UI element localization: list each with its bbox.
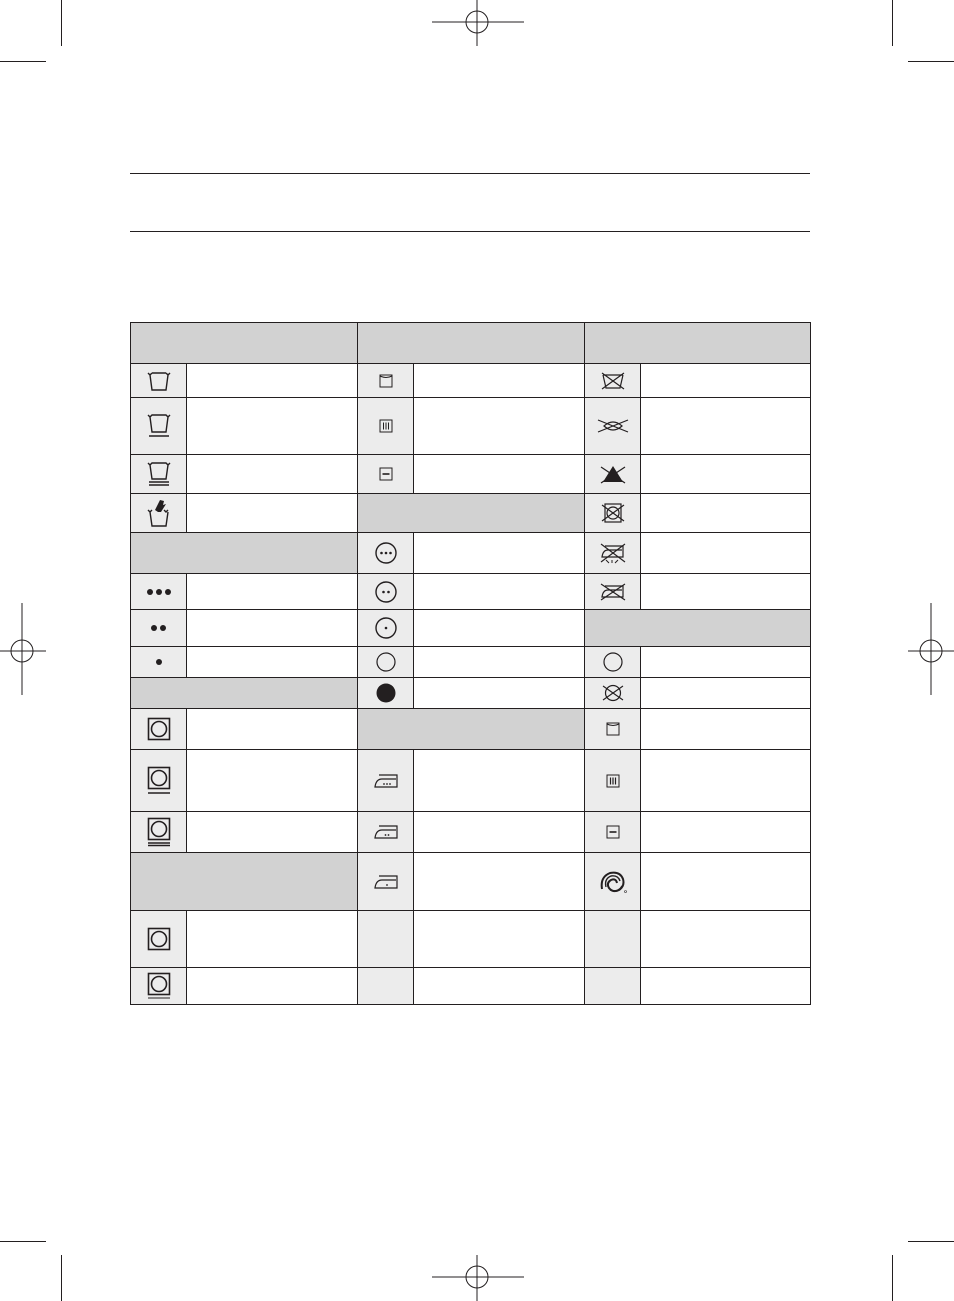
table-cell bbox=[187, 364, 358, 398]
table-cell bbox=[414, 455, 585, 494]
table-cell bbox=[641, 750, 811, 812]
wash-tub-double-bar-icon bbox=[131, 455, 187, 494]
do-not-tumble-dry-icon bbox=[585, 494, 641, 533]
dry-clean-one-dot-icon bbox=[358, 610, 414, 647]
empty-icon-cell bbox=[585, 968, 641, 1005]
crop-mark-top-left-h bbox=[0, 61, 46, 62]
table-row bbox=[131, 574, 811, 610]
table-cell bbox=[414, 574, 585, 610]
table-cell bbox=[641, 364, 811, 398]
table-cell bbox=[414, 610, 585, 647]
table-cell bbox=[187, 750, 358, 812]
table-cell bbox=[414, 533, 585, 574]
table-cell bbox=[414, 364, 585, 398]
section-header bbox=[358, 709, 585, 750]
table-row bbox=[131, 750, 811, 812]
table-cell bbox=[641, 455, 811, 494]
care-symbols-table bbox=[130, 322, 811, 1005]
table-cell bbox=[641, 853, 811, 911]
table-row bbox=[131, 398, 811, 455]
table-cell bbox=[641, 911, 811, 968]
table-cell bbox=[187, 455, 358, 494]
table-row bbox=[131, 647, 811, 678]
table-cell bbox=[414, 398, 585, 455]
crop-mark-bottom-left-v bbox=[61, 1255, 62, 1301]
two-dots-icon bbox=[131, 610, 187, 647]
table-cell bbox=[641, 968, 811, 1005]
line-dry-square-icon bbox=[131, 911, 187, 968]
table-row bbox=[131, 853, 811, 911]
table-cell bbox=[641, 533, 811, 574]
table-cell bbox=[414, 750, 585, 812]
crop-mark-bottom-right-h bbox=[908, 1241, 954, 1242]
wash-tub-icon bbox=[131, 364, 187, 398]
table-cell bbox=[187, 709, 358, 750]
do-not-iron-icon bbox=[585, 574, 641, 610]
heading-rule-bottom bbox=[130, 231, 810, 232]
section-header bbox=[585, 610, 811, 647]
table-cell bbox=[187, 574, 358, 610]
table-row bbox=[131, 455, 811, 494]
table-row bbox=[131, 968, 811, 1005]
table-cell bbox=[187, 968, 358, 1005]
table-cell bbox=[187, 812, 358, 853]
one-dot-icon bbox=[131, 647, 187, 678]
table-row bbox=[131, 911, 811, 968]
table-header-row bbox=[131, 323, 811, 364]
dry-flat-small-icon bbox=[585, 812, 641, 853]
tumble-dry-double-bar-icon bbox=[131, 812, 187, 853]
line-dry-small-icon bbox=[585, 709, 641, 750]
crop-mark-top-right-h bbox=[908, 61, 954, 62]
steam-iron-icon bbox=[585, 533, 641, 574]
do-not-wring-icon bbox=[585, 398, 641, 455]
table-cell bbox=[414, 968, 585, 1005]
filled-circle-icon bbox=[358, 678, 414, 709]
empty-circle-icon bbox=[358, 647, 414, 678]
column-header-restrictions bbox=[585, 323, 811, 364]
woolmark-icon bbox=[585, 853, 641, 911]
table-cell bbox=[414, 647, 585, 678]
crop-mark-top-right-v bbox=[892, 0, 893, 46]
table-cell bbox=[641, 709, 811, 750]
section-header bbox=[131, 678, 358, 709]
empty-icon-cell bbox=[358, 968, 414, 1005]
heading-rule-top bbox=[130, 173, 810, 174]
table-row bbox=[131, 364, 811, 398]
column-header-drying bbox=[358, 323, 585, 364]
table-row bbox=[131, 494, 811, 533]
table-cell bbox=[187, 494, 358, 533]
iron-three-dots-icon bbox=[358, 750, 414, 812]
crop-mark-bottom-right-v bbox=[892, 1255, 893, 1301]
iron-one-dot-icon bbox=[358, 853, 414, 911]
do-not-wash-icon bbox=[585, 364, 641, 398]
table-cell bbox=[414, 812, 585, 853]
table-cell bbox=[187, 398, 358, 455]
crop-mark-bottom-left-h bbox=[0, 1241, 46, 1242]
three-dots-icon bbox=[131, 574, 187, 610]
tumble-dry-single-bar-icon bbox=[131, 750, 187, 812]
iron-two-dots-icon bbox=[358, 812, 414, 853]
registration-mark-left-icon bbox=[0, 603, 46, 695]
wash-tub-single-bar-icon bbox=[131, 398, 187, 455]
section-header bbox=[131, 853, 358, 911]
do-not-dry-clean-icon bbox=[585, 678, 641, 709]
registration-mark-top-icon bbox=[432, 0, 524, 46]
crop-mark-top-left-v bbox=[61, 0, 62, 46]
table-cell bbox=[641, 647, 811, 678]
drip-dry-square-icon bbox=[131, 968, 187, 1005]
hand-wash-icon bbox=[131, 494, 187, 533]
table-cell bbox=[187, 610, 358, 647]
table-cell bbox=[414, 853, 585, 911]
table-row bbox=[131, 678, 811, 709]
empty-icon-cell bbox=[358, 911, 414, 968]
dry-clean-circle-icon bbox=[585, 647, 641, 678]
column-header-washing bbox=[131, 323, 358, 364]
dry-clean-two-dots-icon bbox=[358, 574, 414, 610]
registration-mark-right-icon bbox=[908, 603, 954, 695]
table-row bbox=[131, 533, 811, 574]
tumble-dry-icon bbox=[131, 709, 187, 750]
table-row bbox=[131, 610, 811, 647]
do-not-bleach-icon bbox=[585, 455, 641, 494]
section-header bbox=[358, 494, 585, 533]
registration-mark-bottom-icon bbox=[432, 1255, 524, 1301]
section-header bbox=[131, 533, 358, 574]
table-row bbox=[131, 709, 811, 750]
drip-dry-icon bbox=[358, 398, 414, 455]
table-cell bbox=[641, 812, 811, 853]
dry-clean-three-dots-icon bbox=[358, 533, 414, 574]
table-cell bbox=[641, 398, 811, 455]
drip-dry-small-icon bbox=[585, 750, 641, 812]
table-cell bbox=[187, 911, 358, 968]
table-cell bbox=[187, 647, 358, 678]
table-row bbox=[131, 812, 811, 853]
table-cell bbox=[641, 678, 811, 709]
table-cell bbox=[641, 494, 811, 533]
table-cell bbox=[641, 574, 811, 610]
line-dry-icon bbox=[358, 364, 414, 398]
dry-flat-icon bbox=[358, 455, 414, 494]
table-cell bbox=[414, 911, 585, 968]
empty-icon-cell bbox=[585, 911, 641, 968]
table-cell bbox=[414, 678, 585, 709]
